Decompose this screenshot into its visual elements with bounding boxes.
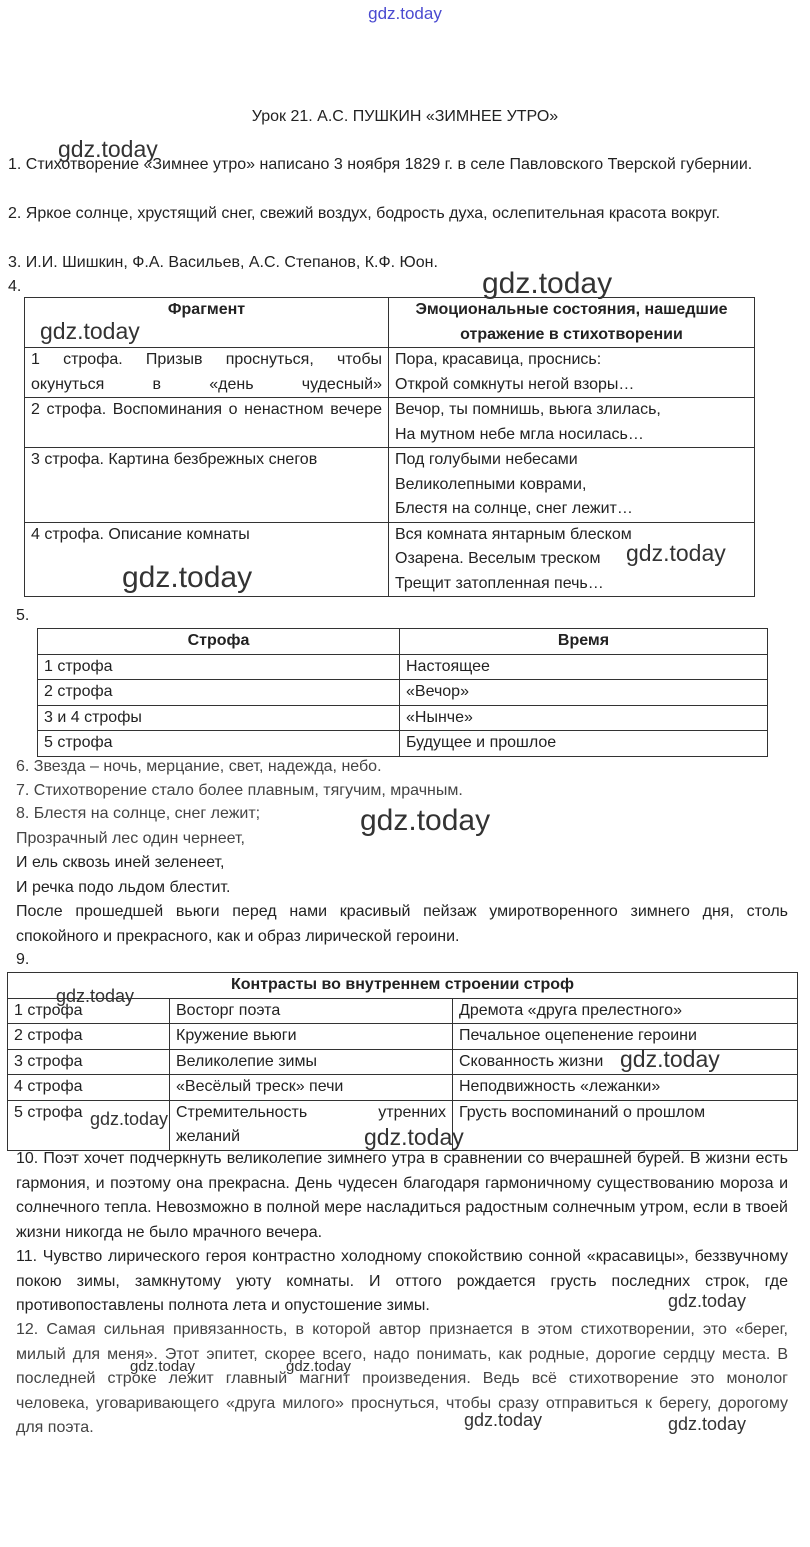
watermark: gdz.today xyxy=(58,136,158,162)
fragment-cell: 1 строфа. Призыв проснуться, чтобы окунуться в «день чудесный» xyxy=(25,348,389,398)
answer-8-text: После прошедшей вьюги перед нами красивый пейзаж умиротворенного зимнего дня, столь спокойного и прекрасного, как и образ лирической героини. xyxy=(16,903,788,945)
answer-3: 3. И.И. Шишкин, Ф.А. Васильев, А.С. Степанов, К.Ф. Юон. xyxy=(8,254,438,271)
watermark: gdz.today xyxy=(90,1109,169,1129)
table-row: 1 строфа Восторг поэта Дремота «друга прелестного» xyxy=(8,998,798,1024)
quote-cell: Пора, красавица, проснись: Открой сомкнуты негой взоры… xyxy=(389,348,755,398)
table-row xyxy=(25,448,755,523)
watermark: gdz.today xyxy=(668,1414,747,1434)
watermark: gdz.today xyxy=(626,540,726,566)
column-header-emotions: Эмоциональные состояния, нашедшие отражение в стихотворении xyxy=(389,298,755,348)
answer-6: 6. Звезда – ночь, мерцание, свет, надежда, небо. xyxy=(16,758,382,775)
watermark: gdz.today xyxy=(668,1291,747,1311)
quote-cell: Под голубыми небесами Великолепными коврами, Блестя на солнце, снег лежит… xyxy=(389,448,755,523)
table-row: 4 строфа «Весёлый треск» печи Неподвижность «лежанки» xyxy=(8,1075,798,1101)
watermark: gdz.today xyxy=(40,318,140,344)
answer-7: 7. Стихотворение стало более плавным, тягучим, мрачным. xyxy=(16,782,463,799)
column-header-fragment: Фрагмент xyxy=(25,298,389,348)
column-header-stanza: Строфа xyxy=(38,629,400,655)
answer-11: 11. Чувство лирического героя контрастно холодному спокойствию сонной «красавицы», беззвучному покою зимы, замкнутому уюту комнаты. И оттого рождается грусть последних строк, где противопоставлены полнота лета и опустошение зимы. xyxy=(16,1248,788,1314)
fragment-cell: 2 строфа. Воспоминания о ненастном вечере xyxy=(25,398,389,448)
quote-cell: Вечор, ты помнишь, вьюга злилась, На мутном небе мгла носилась… xyxy=(389,398,755,448)
table-row: 5 строфа Стремительность утренних желаний Грусть воспоминаний о прошлом xyxy=(8,1100,798,1150)
watermark: gdz.today xyxy=(286,1358,352,1375)
answer-10: 10. Поэт хочет подчеркнуть великолепие зимнего утра в сравнении со вчерашней бурей. В жизни есть гармония, и поэтому она прекрасна. День чудесен благодаря гармоничному существованию мороза и солнечного тепла. Невозможно в полной мере насладиться радостным солнечным утром, если в твоей жизни никогда не было мрачного вечера. xyxy=(16,1150,788,1241)
fragment-cell: 4 строфа. Описание комнаты xyxy=(25,522,389,597)
answer-9-label: 9. xyxy=(16,951,30,968)
table-row xyxy=(25,522,755,597)
column-header-time: Время xyxy=(400,629,768,655)
watermark: gdz.today xyxy=(364,1124,464,1150)
table-row: 2 строфа «Вечор» xyxy=(38,680,768,706)
top-watermark: gdz.today xyxy=(368,4,442,23)
fragment-cell: 3 строфа. Картина безбрежных снегов xyxy=(25,448,389,523)
table-row xyxy=(25,348,755,398)
contrasts-table-title: Контрасты во внутреннем строении строф xyxy=(8,973,798,999)
answer-2: 2. Яркое солнце, хрустящий снег, свежий воздух, бодрость духа, ослепительная красота вокруг. xyxy=(8,205,721,222)
contrasts-table xyxy=(7,972,798,1151)
watermark: gdz.today xyxy=(360,804,491,837)
table-row: 2 строфа Кружение вьюги Печальное оцепенение героини xyxy=(8,1024,798,1050)
table-row: 3 строфа Великолепие зимы Скованность жизни xyxy=(8,1049,798,1075)
time-table xyxy=(37,628,768,757)
answer-4-label: 4. xyxy=(8,278,22,295)
answer-5-label: 5. xyxy=(16,607,30,624)
answer-1: 1. Стихотворение «Зимнее утро» написано 3 ноября 1829 г. в селе Павловского Тверской губернии. xyxy=(8,156,753,173)
page-title: Урок 21. А.С. ПУШКИН «ЗИМНЕЕ УТРО» xyxy=(251,108,559,125)
table-row xyxy=(25,398,755,448)
watermark: gdz.today xyxy=(620,1046,720,1072)
watermark: gdz.today xyxy=(122,561,253,594)
watermark: gdz.today xyxy=(130,1358,196,1375)
answer-12: 12. Самая сильная привязанность, в которой автор признается в этом стихотворении, это «берег, милый для меня». Этот эпитет, скорее всего, надо понимать, как родные, дорогие сердцу места. В последней строке лежит главный магнит произведения. Ведь всё стихотворение это монолог человека, уговаривающего «друга милого» проснуться, чтобы сразу отправиться к берегу, дорогому для поэта. xyxy=(16,1321,788,1436)
quote-cell: Вся комната янтарным блеском Озарена. Веселым треском Трещит затопленная печь… xyxy=(389,522,755,597)
answer-8-poem: 8. Блестя на солнце, снег лежит; Прозрачный лес один чернеет, И ель сквозь иней зеленеет, И речка подо льдом блестит. xyxy=(16,805,261,896)
watermark: gdz.today xyxy=(464,1410,543,1430)
fragments-table xyxy=(24,297,755,597)
table-row: 1 строфа Настоящее xyxy=(38,654,768,680)
table-row: 5 строфа Будущее и прошлое xyxy=(38,731,768,757)
watermark: gdz.today xyxy=(56,986,135,1006)
table-row: 3 и 4 строфы «Нынче» xyxy=(38,705,768,731)
watermark: gdz.today xyxy=(482,267,613,300)
